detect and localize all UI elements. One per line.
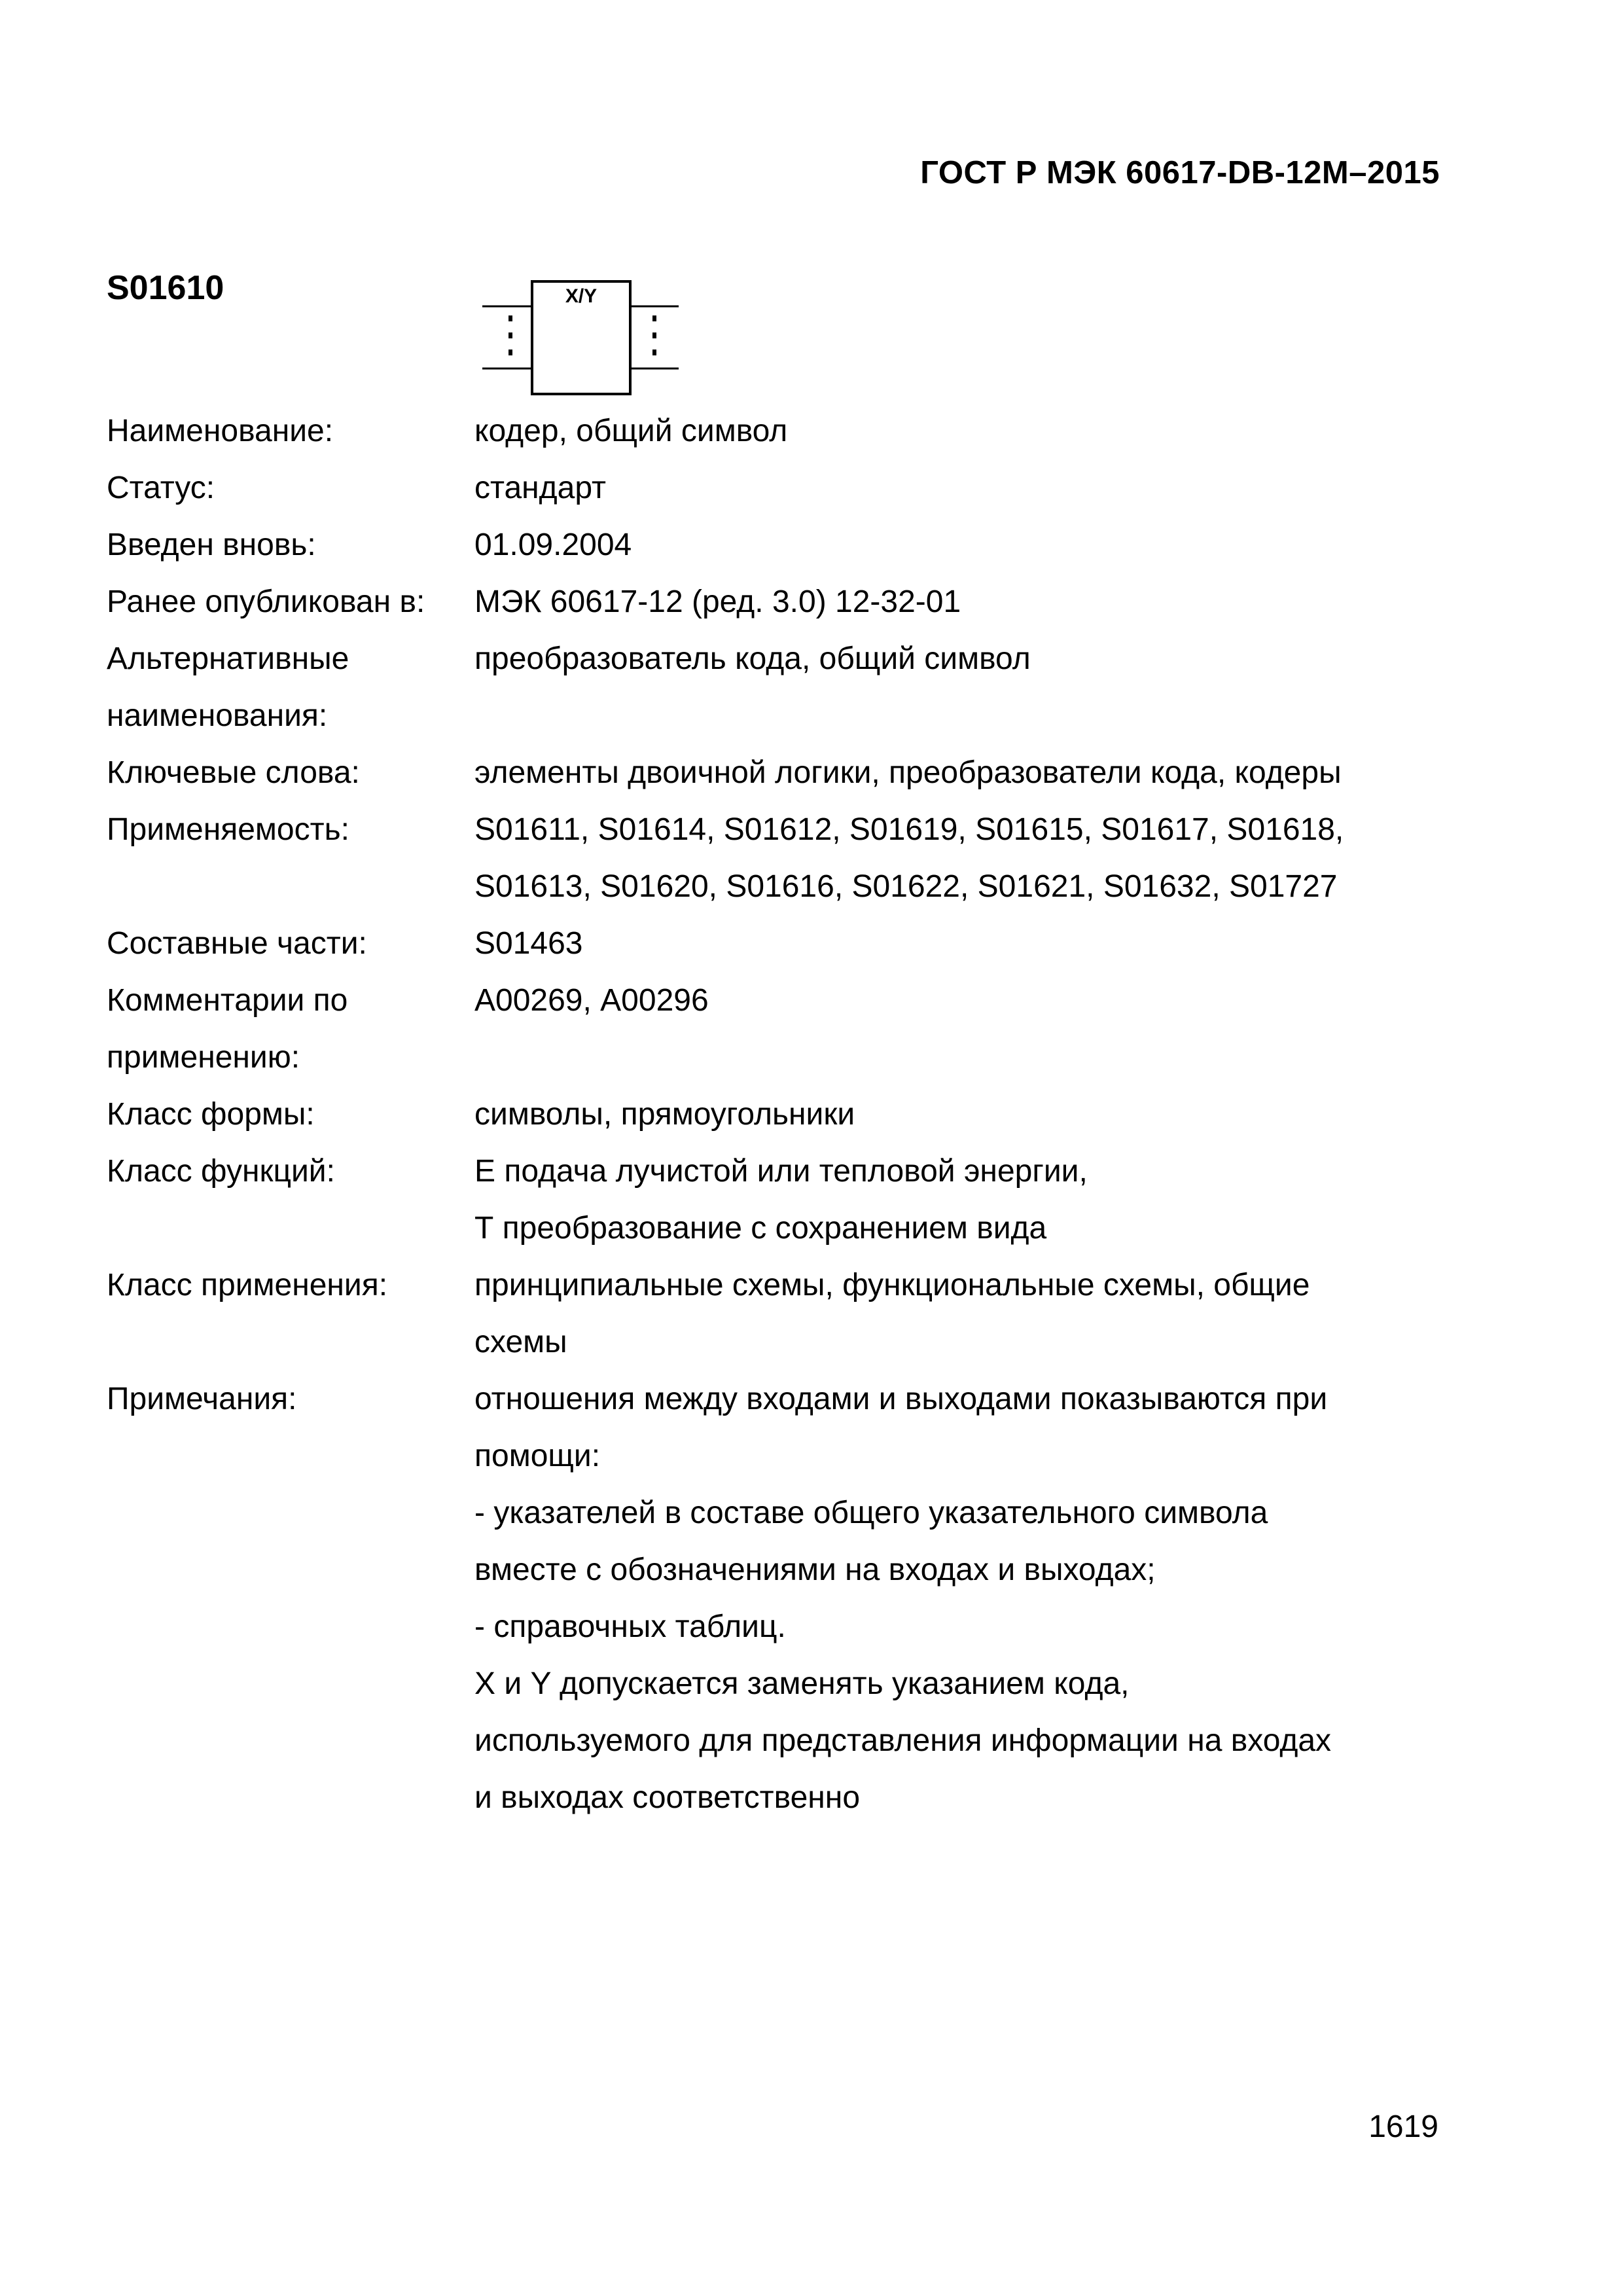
attribute-label (107, 516, 474, 573)
attribute-label (107, 573, 474, 630)
attribute-value-line: вместе с обозначениями на входах и выходах; (474, 1552, 1156, 1587)
attribute-label-line: Класс формы: (107, 1097, 315, 1132)
attribute-label (107, 801, 474, 858)
attribute-value (474, 1086, 1416, 1143)
input-dot-2 (508, 332, 512, 338)
attribute-label-line: Примечания: (107, 1382, 297, 1416)
attribute-label-line: наименования: (107, 698, 328, 733)
attribute-label (107, 1086, 474, 1143)
attribute-value-line: Е подача лучистой или тепловой энергии, (474, 1154, 1088, 1189)
attribute-value-line: S01463 (474, 926, 583, 961)
attribute-row (107, 516, 1416, 573)
attribute-row (107, 1143, 1416, 1257)
attribute-label-line: Альтернативные (107, 641, 349, 676)
attribute-label-line: Ранее опубликован в: (107, 584, 425, 619)
document-code: ГОСТ Р МЭК 60617-DB-12M–2015 (920, 155, 1440, 190)
attribute-row (107, 403, 1416, 459)
attribute-row (107, 459, 1416, 516)
attribute-value-line: используемого для представления информации на входах (474, 1723, 1332, 1758)
attribute-value-line: преобразователь кода, общий символ (474, 641, 1031, 676)
attribute-row (107, 573, 1416, 630)
attribute-label (107, 630, 474, 744)
attribute-label (107, 1371, 474, 1427)
attribute-label-line: Комментарии по (107, 983, 348, 1018)
attribute-value-line: - справочных таблиц. (474, 1609, 786, 1644)
attribute-value-line: принципиальные схемы, функциональные схемы, общие (474, 1268, 1310, 1302)
attribute-label-line: Класс применения: (107, 1268, 388, 1302)
attribute-value-line: А00269, А00296 (474, 983, 709, 1018)
attribute-value-line: S01613, S01620, S01616, S01622, S01621, S01632, S01727 (474, 869, 1338, 904)
attribute-value-line: символы, прямоугольники (474, 1097, 855, 1132)
attribute-label (107, 972, 474, 1086)
attribute-label (107, 915, 474, 972)
attribute-value (474, 630, 1416, 687)
attribute-value-line: Т преобразование с сохранением вида (474, 1211, 1047, 1246)
attribute-row (107, 744, 1416, 801)
attribute-label (107, 1143, 474, 1200)
attribute-value (474, 403, 1416, 459)
attribute-row (107, 972, 1416, 1086)
attribute-value-line: помощи: (474, 1439, 601, 1473)
attribute-label (107, 403, 474, 459)
attribute-value-line: кодер, общий символ (474, 414, 788, 448)
attribute-value (474, 1257, 1416, 1371)
attribute-value-line: схемы (474, 1325, 567, 1359)
attribute-value (474, 459, 1416, 516)
attribute-label-line: Класс функций: (107, 1154, 335, 1189)
input-dot-3 (508, 350, 512, 355)
output-dot-3 (652, 350, 656, 355)
attribute-value-line: S01611, S01614, S01612, S01619, S01615, S01617, S01618, (474, 812, 1344, 847)
attribute-label-line: Введен вновь: (107, 528, 316, 562)
attribute-row (107, 1257, 1416, 1371)
attribute-label (107, 459, 474, 516)
attribute-value-line: элементы двоичной логики, преобразователи кода, кодеры (474, 755, 1342, 790)
attribute-value (474, 744, 1416, 801)
attribute-value-line: МЭК 60617-12 (ред. 3.0) 12-32-01 (474, 584, 961, 619)
output-dot-1 (652, 315, 656, 321)
attribute-label-line: Наименование: (107, 414, 334, 448)
attribute-value-line: X и Y допускается заменять указанием кода, (474, 1666, 1130, 1701)
symbol-id: S01610 (107, 269, 224, 307)
attribute-row (107, 1371, 1416, 1826)
attribute-row (107, 915, 1416, 972)
attribute-label-line: Составные части: (107, 926, 367, 961)
output-dot-2 (652, 332, 656, 338)
attribute-value (474, 1143, 1416, 1257)
attribute-value (474, 573, 1416, 630)
attribute-label-line: Ключевые слова: (107, 755, 360, 790)
attribute-row (107, 1086, 1416, 1143)
attribute-value-line: стандарт (474, 471, 606, 505)
attribute-value (474, 915, 1416, 972)
page-number: 1619 (1368, 2109, 1438, 2144)
attribute-label-line: Статус: (107, 471, 215, 505)
symbol-box-label: X/Y (565, 285, 597, 307)
attribute-value (474, 801, 1416, 915)
attribute-value (474, 1371, 1416, 1826)
attribute-value-line: - указателей в составе общего указательного символа (474, 1496, 1268, 1530)
attribute-label-line: применению: (107, 1040, 300, 1075)
attribute-value (474, 972, 1416, 1029)
attribute-label (107, 744, 474, 801)
input-dot-1 (508, 315, 512, 321)
attribute-value-line: отношения между входами и выходами показываются при (474, 1382, 1328, 1416)
attribute-row (107, 630, 1416, 744)
attribute-table (107, 403, 1416, 1826)
attribute-label (107, 1257, 474, 1314)
attribute-label-line: Применяемость: (107, 812, 349, 847)
attribute-value-line: и выходах соответственно (474, 1780, 861, 1815)
attribute-value (474, 516, 1416, 573)
attribute-row (107, 801, 1416, 915)
encoder-symbol-graphic (481, 275, 690, 406)
attribute-value-line: 01.09.2004 (474, 528, 632, 562)
